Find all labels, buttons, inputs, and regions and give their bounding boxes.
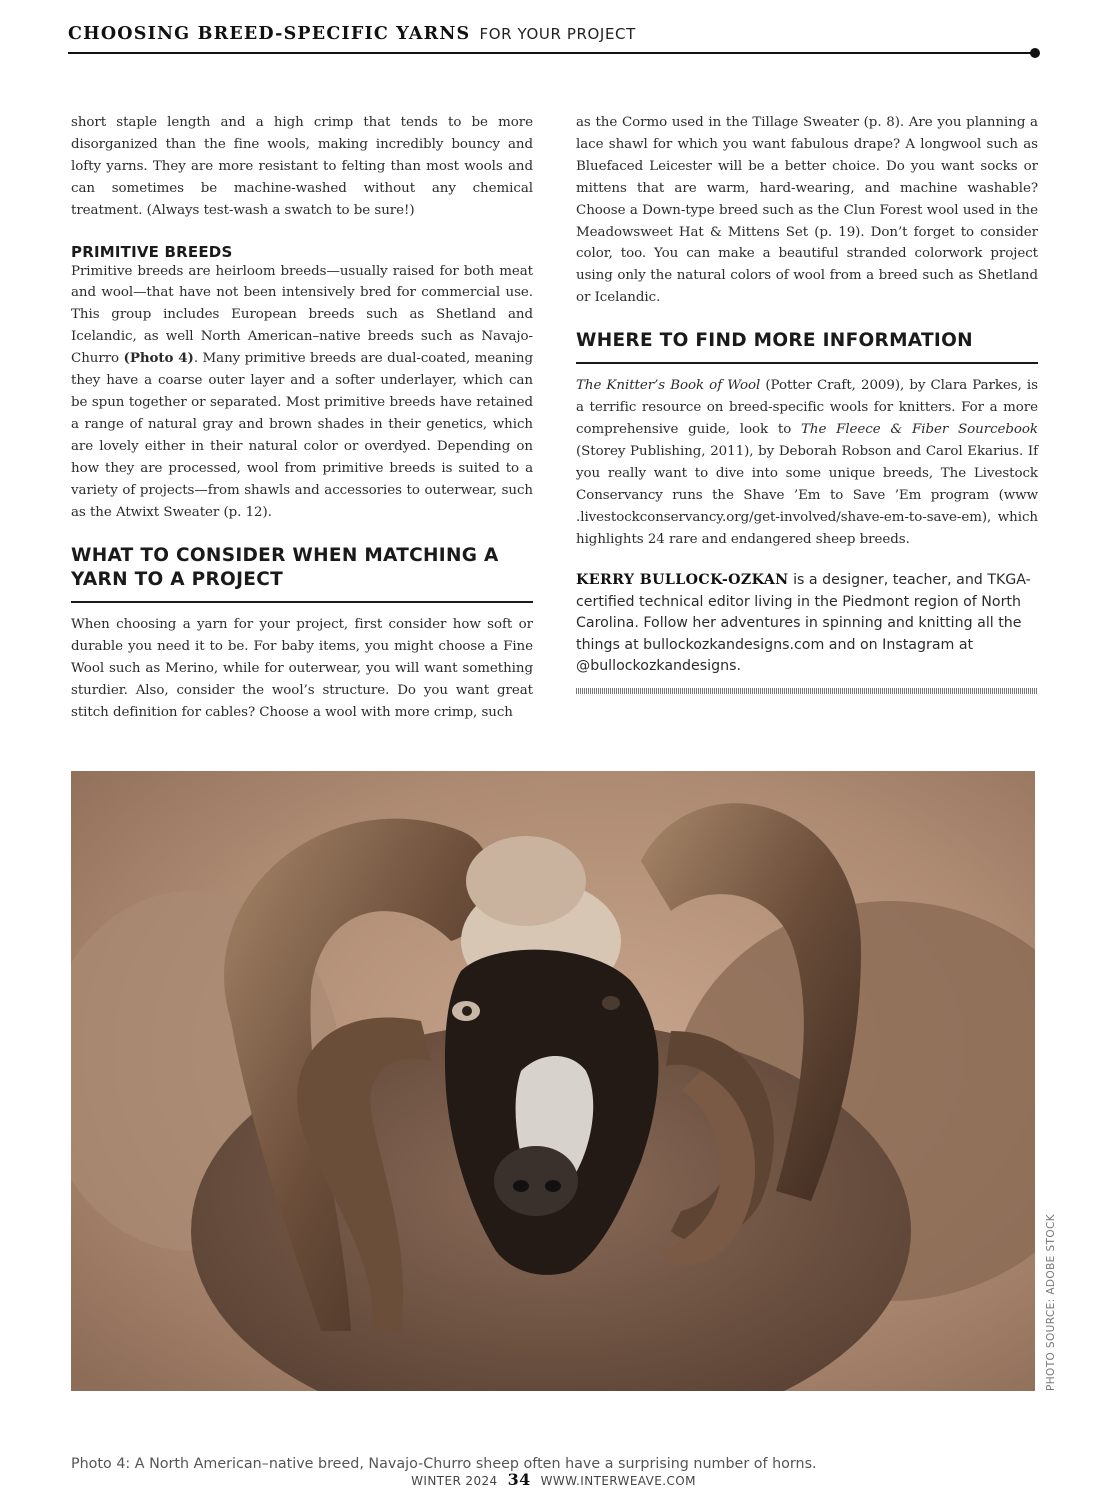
primitive-breeds-paragraph — [71, 261, 533, 524]
photo-caption: Photo 4: A North American–native breed, Navajo-Churro sheep often have a surprising number of horns. — [71, 1456, 817, 1472]
header-rule-dot — [1030, 48, 1040, 58]
primitive-breeds-heading: PRIMITIVE BREEDS — [71, 242, 233, 261]
page-number: 34 — [507, 1470, 531, 1489]
sheep-photo — [71, 771, 1035, 1391]
author-bio — [576, 570, 1038, 678]
info-text-1: (Potter Craft, 2009), by Clara Parkes, is a terrific resource on breed-specific wools for knitters. For a more comprehensive guide, look to — [576, 378, 1038, 437]
header-rule — [68, 52, 1034, 54]
continued-paragraph: as the Cormo used in the Tillage Sweater (p. 8). Are you planning a lace shawl for which you want fabulous drape? A longwool such as Bluefaced Leicester will be a better choice. Do you want socks or mittens that are warm, hard-wearing, and machine washable? Choose a Down-type breed such as the Clun Forest wool used in the Meadowsweet Hat & Mittens Set (p. 19). Don’t forget to consider color, too. You can make a beautiful stranded colorwork project using only the natural colors of wool from a breed such as Shetland or Icelandic. — [576, 115, 1038, 306]
right-column — [576, 112, 1038, 694]
primitive-text-2: . Many primitive breeds are dual-coated, meaning they have a coarse outer layer and a softer underlayer, which can be spun together or separated. Most primitive breeds have retained a range of natural gray and brown shades in their genetics, which are lovely either in their natural color or overdyed. Depending on how they are processed, wool from primitive breeds is suited to a variety of projects—from shawls and accessories to outerwear, such as the Atwixt Sweater (p. 12). — [71, 351, 533, 520]
info-paragraph — [576, 375, 1038, 550]
matching-paragraph: When choosing a yarn for your project, first consider how soft or durable you need it to be. For baby items, you might choose a Fine Wool such as Merino, while for outerwear, you will want something sturdier. Also, consider the wool’s structure. Do you want great stitch definition for cables? Choose a wool with more crimp, such — [71, 617, 533, 721]
page-footer — [0, 1470, 1107, 1489]
photo-credit: PHOTO SOURCE: ADOBE STOCK — [1045, 1213, 1057, 1391]
bio-text: is a designer, teacher, and TKGA-certified technical editor living in the Piedmont region of North Carolina. Follow her adventures in spinning and knitting all the things at bullockozkandesigns.com and on Instagram at @bullockozkandesigns. — [576, 572, 1031, 675]
primitive-text-1: Primitive breeds are heirloom breeds—usually raised for both meat and wool—that have not been intensively bred for commercial use. This group includes European breeds such as Shetland and Icelandic, as well North American–native breeds such as Navajo-Churro — [71, 263, 533, 367]
info-text-2: (Storey Publishing, 2011), by Deborah Robson and Carol Ekarius. If you really want to dive into some unique breeds, The Livestock Conservancy runs the Shave ’Em to Save ’Em program (www .livestockconservancy.org/get-involved/shave-em-to-save-em), which highlights 24 rare and endangered sheep breeds. — [576, 443, 1038, 547]
info-heading: WHERE TO FIND MORE INFORMATION — [576, 330, 973, 352]
matching-heading-rule — [71, 601, 533, 603]
photo-reference: (Photo 4) — [123, 350, 194, 367]
matching-heading: WHAT TO CONSIDER WHEN MATCHING A YARN TO A PROJECT — [71, 545, 499, 591]
intro-paragraph: short staple length and a high crimp that tends to be more disorganized than the fine wools, making incredibly bouncy and lofty yarns. They are more resistant to felting than most wools and can sometimes be machine-washed without any chemical treatment. (Always test-wash a swatch to be sure!) — [71, 115, 533, 218]
navajo-churro-sheep-illustration — [71, 771, 1035, 1391]
left-column — [71, 112, 533, 724]
footer-website: WWW.INTERWEAVE.COM — [540, 1474, 696, 1488]
info-heading-rule — [576, 362, 1038, 364]
footer-issue: WINTER 2024 — [411, 1474, 498, 1488]
book-title-2: The Fleece & Fiber Sourcebook — [800, 421, 1038, 437]
author-name: KERRY BULLOCK-OZKAN — [576, 572, 789, 589]
book-title-1: The Knitter’s Book of Wool — [576, 378, 761, 394]
bio-end-rule — [576, 688, 1038, 694]
header-subtitle: FOR YOUR PROJECT — [479, 25, 636, 43]
header-title: CHOOSING BREED-SPECIFIC YARNS — [68, 24, 471, 44]
